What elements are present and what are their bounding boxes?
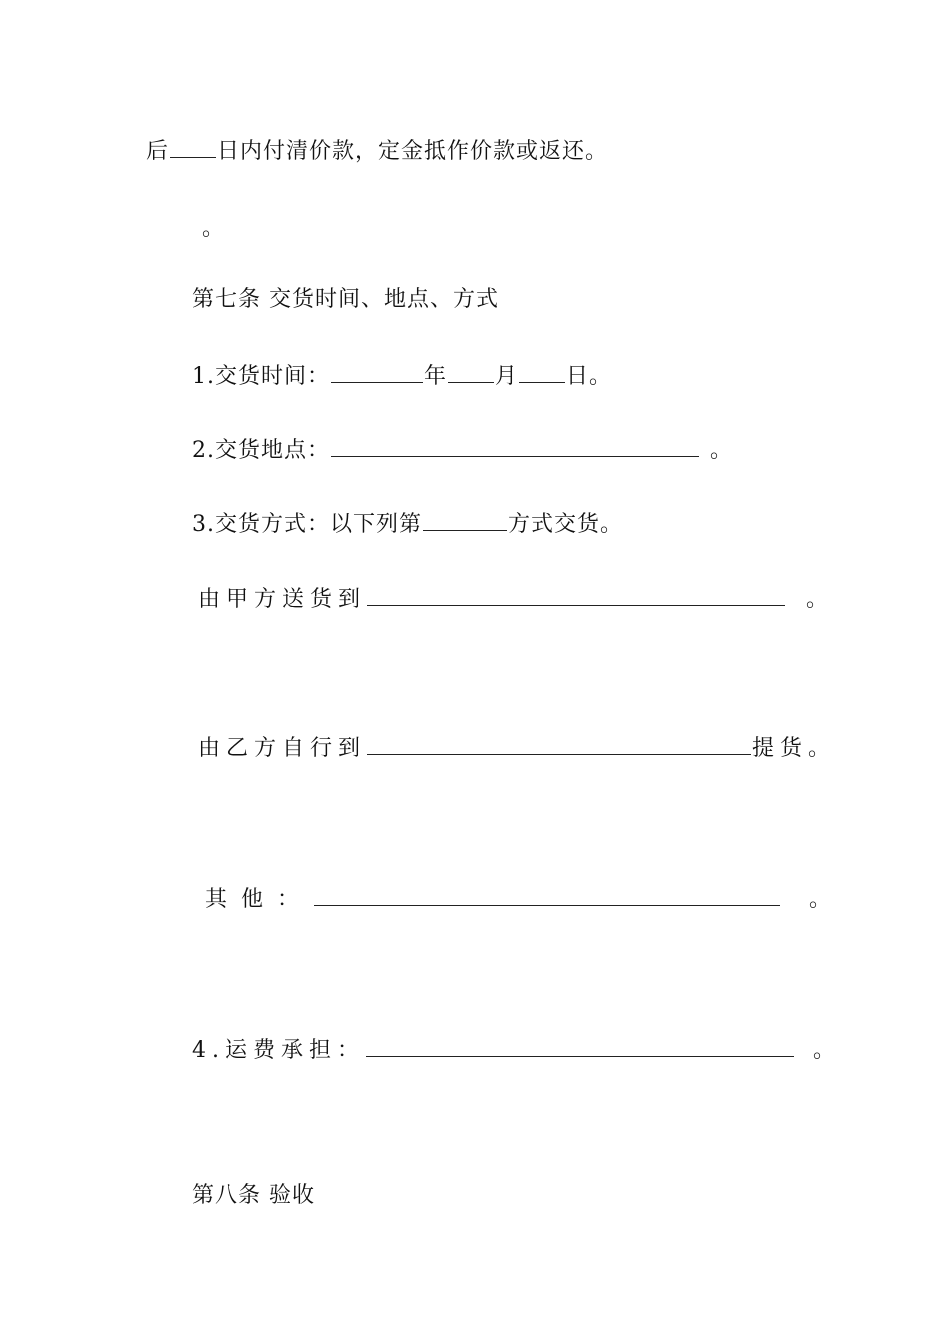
text: 日。 xyxy=(566,364,613,389)
year-blank[interactable] xyxy=(331,362,423,383)
text: 4.运费承担： xyxy=(192,1038,365,1063)
text: 由甲方送货到 xyxy=(198,587,367,612)
delivery-place-line xyxy=(192,436,733,466)
seller-delivery-blank[interactable] xyxy=(367,585,785,606)
option-seller-delivery xyxy=(198,585,829,615)
text: 月 xyxy=(495,364,519,389)
days-blank[interactable] xyxy=(170,137,216,158)
text: 年 xyxy=(424,364,448,389)
article-8-heading xyxy=(192,1181,315,1211)
month-blank[interactable] xyxy=(448,362,494,383)
text: 。 xyxy=(710,438,734,463)
period-line xyxy=(202,214,225,244)
method-blank[interactable] xyxy=(423,510,507,531)
heading-text: 第八条 验收 xyxy=(192,1183,315,1208)
text: 方式交货。 xyxy=(508,512,624,537)
text: 1.交货时间： xyxy=(192,364,330,389)
text: 后 xyxy=(146,139,170,164)
article-7-heading xyxy=(192,285,499,315)
option-buyer-pickup xyxy=(198,734,836,764)
text: 提货。 xyxy=(752,736,837,761)
text: 日内付清价款，定金抵作价款或返还。 xyxy=(217,139,609,164)
other-blank[interactable] xyxy=(314,885,780,906)
text: 。 xyxy=(813,1038,837,1063)
freight-blank[interactable] xyxy=(366,1036,794,1057)
heading-text: 第七条 交货时间、地点、方式 xyxy=(192,287,499,312)
pickup-place-blank[interactable] xyxy=(367,734,751,755)
payment-term-line xyxy=(146,137,608,167)
text: 3.交货方式：以下列第 xyxy=(192,512,422,537)
text: 2.交货地点： xyxy=(192,438,330,463)
option-other xyxy=(205,885,832,915)
freight-line xyxy=(192,1036,836,1066)
day-blank[interactable] xyxy=(519,362,565,383)
text: 由乙方自行到 xyxy=(198,736,367,761)
text: 其他： xyxy=(205,887,314,912)
place-blank[interactable] xyxy=(331,436,699,457)
text: 。 xyxy=(806,587,830,612)
text: 。 xyxy=(809,887,833,912)
delivery-time-line xyxy=(192,362,612,392)
delivery-method-line xyxy=(192,510,623,540)
text: 。 xyxy=(202,216,226,241)
